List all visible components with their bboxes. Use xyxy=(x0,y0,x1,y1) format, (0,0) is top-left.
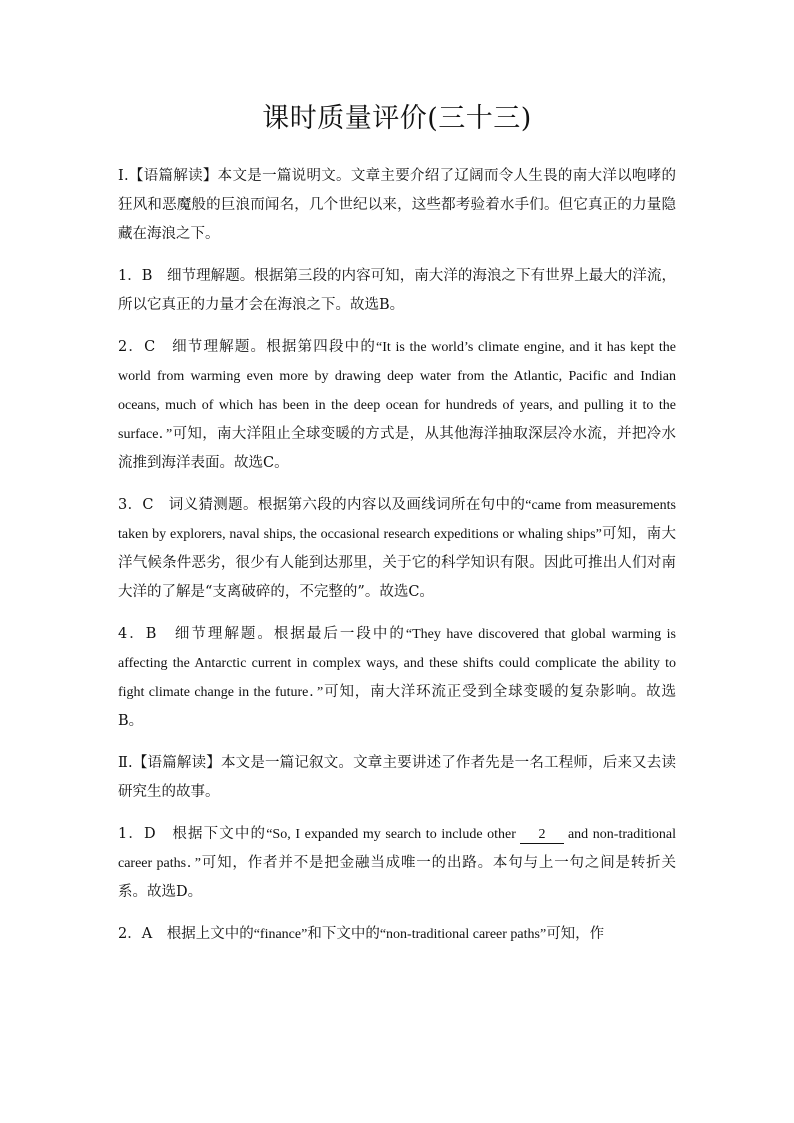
quoted-english: “came from measurements taken by explorers, naval ships, the occasional research expeditions or whaling ships” xyxy=(118,498,676,542)
section-1-intro: Ⅰ.【语篇解读】本文是一篇说明文。文章主要介绍了辽阔而令人生畏的南大洋以咆哮的狂风和恶魔般的巨浪而闻名，几个世纪以来，这些都考验着水手们。但它真正的力量隐藏在海浪之下。 xyxy=(118,168,676,242)
section-2-answer-2 xyxy=(118,920,676,949)
answer-text: 2．A 根据上文中的 xyxy=(118,926,254,942)
page-title: 课时质量评价(三十三) xyxy=(262,103,532,134)
section-2-answer-1 xyxy=(118,820,676,907)
underlined-blank: 2 xyxy=(520,827,564,844)
section-1-answer-2 xyxy=(118,333,676,478)
quoted-english: and non-traditional career paths．” xyxy=(118,827,676,871)
answer-content xyxy=(118,162,676,962)
answer-text: 可知，南大洋环流正受到全球变暖的复杂影响。故选B。 xyxy=(118,684,677,729)
section-1-answer-3 xyxy=(118,491,676,607)
quoted-english: “finance” xyxy=(253,927,308,942)
answer-text: 4．B 细节理解题。根据最后一段中的 xyxy=(118,626,406,642)
answer-text: 2．C 细节理解题。根据第四段中的 xyxy=(118,339,377,355)
quoted-english: “It is the world’s climate engine, and it has kept the world from warming even more by drawing deep water from the Atlantic, Pacific and Indian oceans, much of which has been in the deep ocean for hundreds of years, and pulling it to the surface．” xyxy=(118,340,676,442)
answer-text: 和下文中的 xyxy=(307,926,380,942)
answer-text: 可知，作 xyxy=(546,926,605,942)
answer-text: 可知，作者并不是把金融当成唯一的出路。本句与上一句之间是转折关系。故选D。 xyxy=(118,855,676,900)
quoted-english: “They have discovered that global warming is affecting the Antarctic current in complex ways, and these shifts could complicate the ability to fight climate change in the future．” xyxy=(118,627,676,700)
answer-text: 可知，南大洋气候条件恶劣，很少有人能到达那里，关于它的科学知识有限。因此可推出人们对南大洋的了解是“支离破碎的，不完整的”。故选C。 xyxy=(118,526,677,600)
quoted-english: “So, I expanded my search to include other xyxy=(266,827,516,842)
answer-text: 3．C 词义猜测题。根据第六段的内容以及画线词所在句中的 xyxy=(118,497,526,513)
quoted-english: “non-traditional career paths” xyxy=(379,927,547,942)
answer-text: 可知，南大洋阻止全球变暖的方式是，从其他海洋抽取深层冷水流，并把冷水流推到海洋表面。故选C。 xyxy=(118,426,676,471)
section-1-answer-4 xyxy=(118,620,676,736)
section-2-intro: Ⅱ.【语篇解读】本文是一篇记叙文。文章主要讲述了作者先是一名工程师，后来又去读研究生的故事。 xyxy=(118,755,676,800)
section-1-answer-1: 1．B 细节理解题。根据第三段的内容可知，南大洋的海浪之下有世界上最大的洋流，所以它真正的力量才会在海浪之下。故选B。 xyxy=(118,268,676,313)
answer-text: 1．D 根据下文中的 xyxy=(118,826,267,842)
